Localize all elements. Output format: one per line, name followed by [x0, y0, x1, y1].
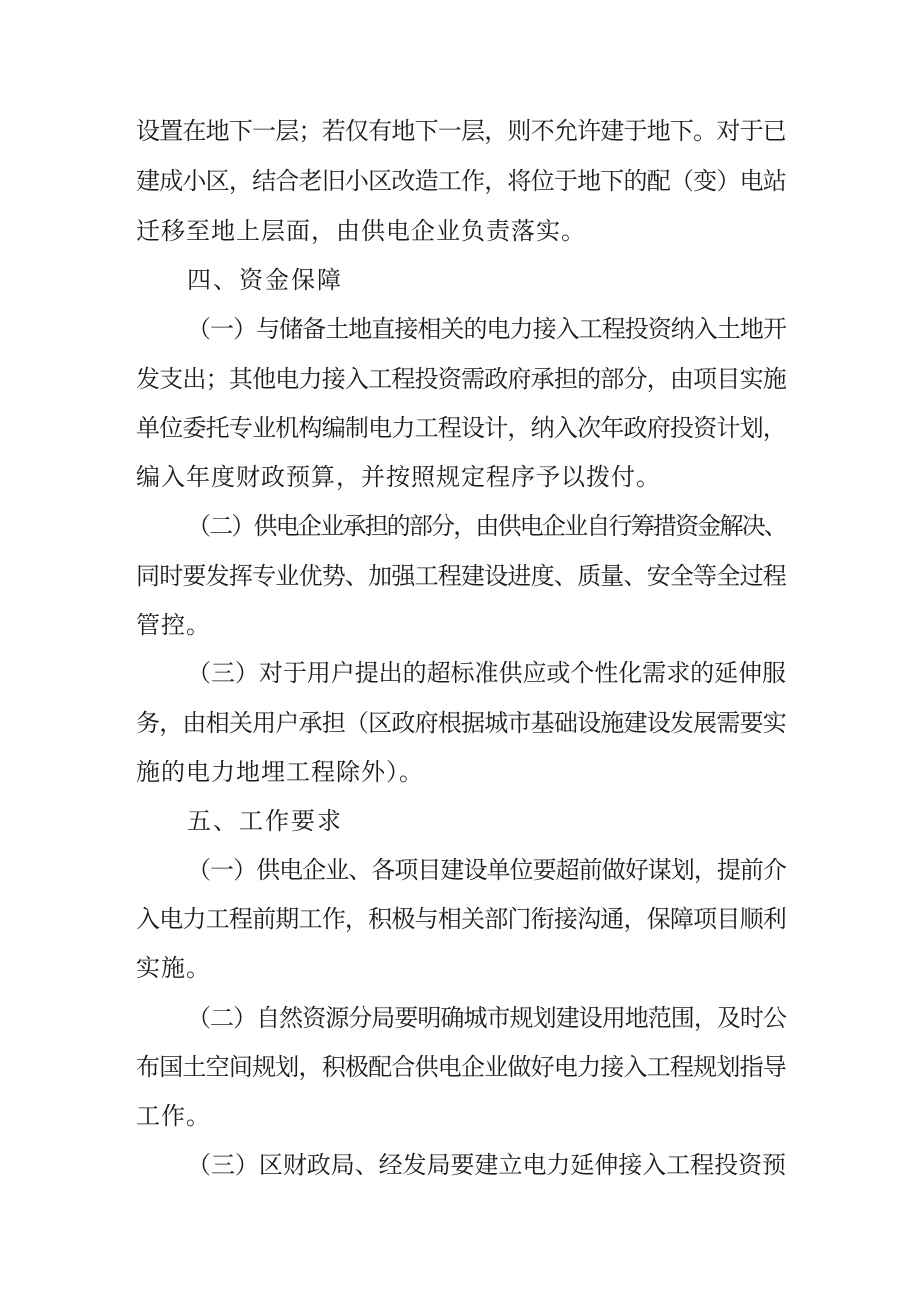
text-line: 迁移至地上层面，由供电企业负责落实。 [136, 217, 586, 245]
text-line: （一）与储备土地直接相关的电力接入工程投资纳入土地开 [187, 315, 786, 343]
text-line: （三）区财政局、经发局要建立电力延伸接入工程投资预 [187, 1151, 786, 1179]
section-heading: 四、资金保障 [187, 266, 343, 294]
text-line: 建成小区，结合老旧小区改造工作，将位于地下的配（变）电站 [136, 167, 786, 195]
text-line: 布国土空间规划，积极配合供电企业做好电力接入工程规划指导 [136, 1053, 786, 1081]
text-line: 单位委托专业机构编制电力工程设计，纳入次年政府投资计划， [136, 414, 786, 442]
text-line: 施的电力地埋工程除外）。 [136, 758, 424, 786]
text-line: （二）供电企业承担的部分，由供电企业自行筹措资金解决、 [187, 512, 786, 540]
section-heading: 五、工作要求 [187, 807, 343, 835]
text-line: 同时要发挥专业优势、加强工程建设进度、质量、安全等全过程 [136, 562, 786, 590]
text-line: 设置在地下一层；若仅有地下一层，则不允许建于地下。对于已 [136, 117, 786, 145]
text-line: 发支出；其他电力接入工程投资需政府承担的部分，由项目实施 [136, 365, 786, 393]
text-line: （二）自然资源分局要明确城市规划建设用地范围，及时公 [187, 1004, 786, 1032]
text-line: （三）对于用户提出的超标准供应或个性化需求的延伸服 [187, 659, 786, 687]
text-line: （一）供电企业、各项目建设单位要超前做好谋划，提前介 [187, 856, 786, 884]
text-line: 务，由相关用户承担（区政府根据城市基础设施建设发展需要实 [136, 709, 786, 737]
text-line: 工作。 [136, 1102, 211, 1130]
text-line: 入电力工程前期工作，积极与相关部门衔接沟通，保障项目顺利 [136, 905, 786, 933]
text-line: 编入年度财政预算，并按照规定程序予以拨付。 [136, 463, 661, 491]
text-line: 实施。 [136, 954, 211, 982]
text-line: 管控。 [136, 611, 211, 639]
